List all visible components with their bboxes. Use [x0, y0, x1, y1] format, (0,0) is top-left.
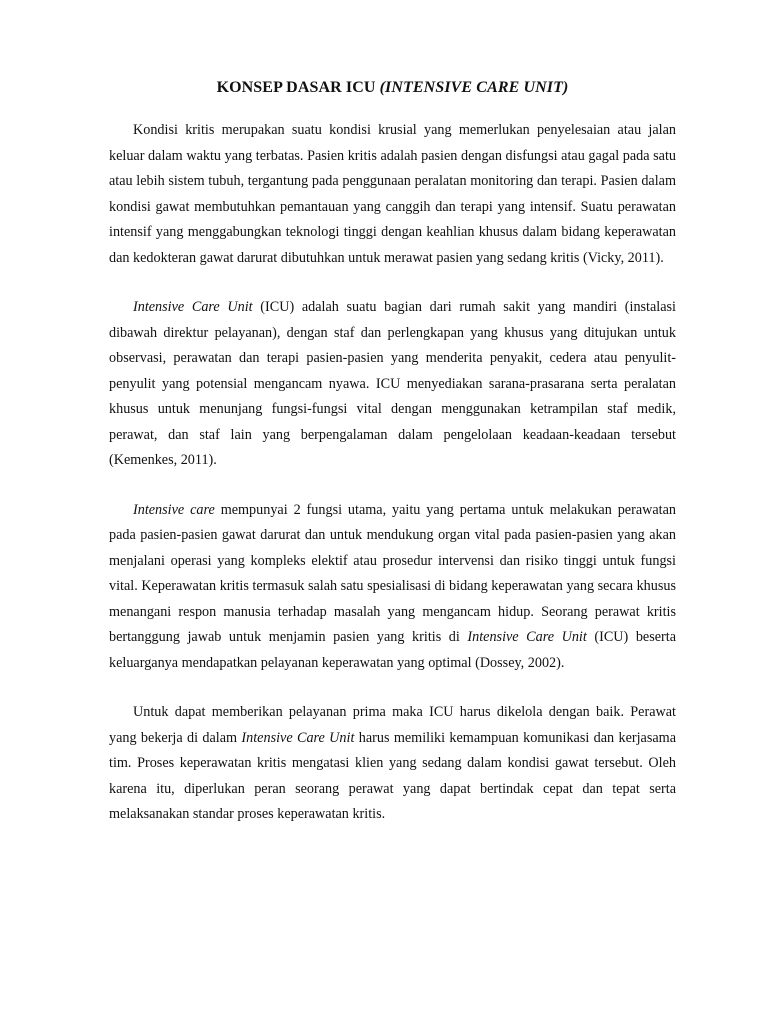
paragraph-3-text-b: (ICU) beserta keluarganya mendapatkan pelayanan keperawatan yang optimal (Dossey, 2002). [109, 629, 676, 671]
document-title [109, 78, 676, 98]
paragraph-4-text-b: harus memiliki kemampuan komunikasi dan kerjasama tim. Proses keperawatan kritis mengatasi klien yang sedang dalam kondisi gawat tersebut. Oleh karena itu, diperlukan peran seorang perawat yang dapat bertindak cepat dan tepat serta melaksanakan standar proses keperawatan kritis. [109, 729, 676, 822]
document-page [109, 78, 676, 852]
paragraph-3-term: Intensive care [133, 501, 215, 518]
title-main: KONSEP DASAR ICU [216, 79, 380, 96]
paragraph-1-text: Kondisi kritis merupakan suatu kondisi krusial yang memerlukan penyelesaian atau jalan keluar dalam waktu yang terbatas. Pasien kritis adalah pasien dengan disfungsi atau gagal pada satu atau lebih sistem tubuh, tergantung pada penggunaan peralatan monitoring dan terapi. Pasien dalam kondisi gawat membutuhkan pemantauan yang canggih dan terapi yang intensif. Suatu perawatan intensif yang menggabungkan teknologi tinggi dengan keahlian khusus dalam bidang keperawatan dan kedokteran gawat darurat dibutuhkan untuk merawat pasien yang sedang kritis (Vicky, 2011). [109, 122, 676, 266]
paragraph-2-term: Intensive Care Unit [133, 299, 253, 315]
paragraph-4-text-a: Untuk dapat memberikan pelayanan prima maka ICU harus dikelola dengan baik. Perawat yang bekerja di dalam [109, 704, 676, 746]
paragraph-2-text: (ICU) adalah suatu bagian dari rumah sakit yang mandiri (instalasi dibawah direktur pelayanan), dengan staf dan perlengkapan yang khusus yang ditujukan untuk observasi, perawatan dan terapi pasien-pasien yang menderita penyakit, cedera atau penyulit-penyulit yang potensial mengancam nyawa. ICU menyediakan sarana-prasarana serta peralatan khusus untuk menunjang fungsi-fungsi vital dengan menggunakan ketrampilan staf medik, perawat, dan staf lain yang berpengalaman dalam pengelolaan keadaan-keadaan tersebut (Kemenkes, 2011). [109, 299, 676, 468]
paragraph-3-term-b: Intensive Care Unit [467, 629, 587, 645]
title-italic: (INTENSIVE CARE UNIT) [379, 79, 569, 96]
paragraph-4 [109, 700, 676, 828]
paragraph-4-term: Intensive Care Unit [241, 729, 355, 746]
paragraph-3-text-a: mempunyai 2 fungsi utama, yaitu yang pertama untuk melakukan perawatan pada pasien-pasien gawat darurat dan untuk mendukung organ vital pada pasien-pasien yang akan menjalani operasi yang kompleks elektif atau prosedur intervensi dan risiko tinggi untuk fungsi vital. Keperawatan kritis termasuk salah satu spesialisasi di bidang keperawatan yang secara khusus menangani respon manusia terhadap masalah yang mengancam hidup. Seorang perawat kritis bertanggung jawab untuk menjamin pasien yang kritis di [109, 501, 676, 645]
paragraph-2 [109, 295, 676, 474]
paragraph-3 [109, 498, 676, 677]
paragraph-1 [109, 118, 676, 271]
